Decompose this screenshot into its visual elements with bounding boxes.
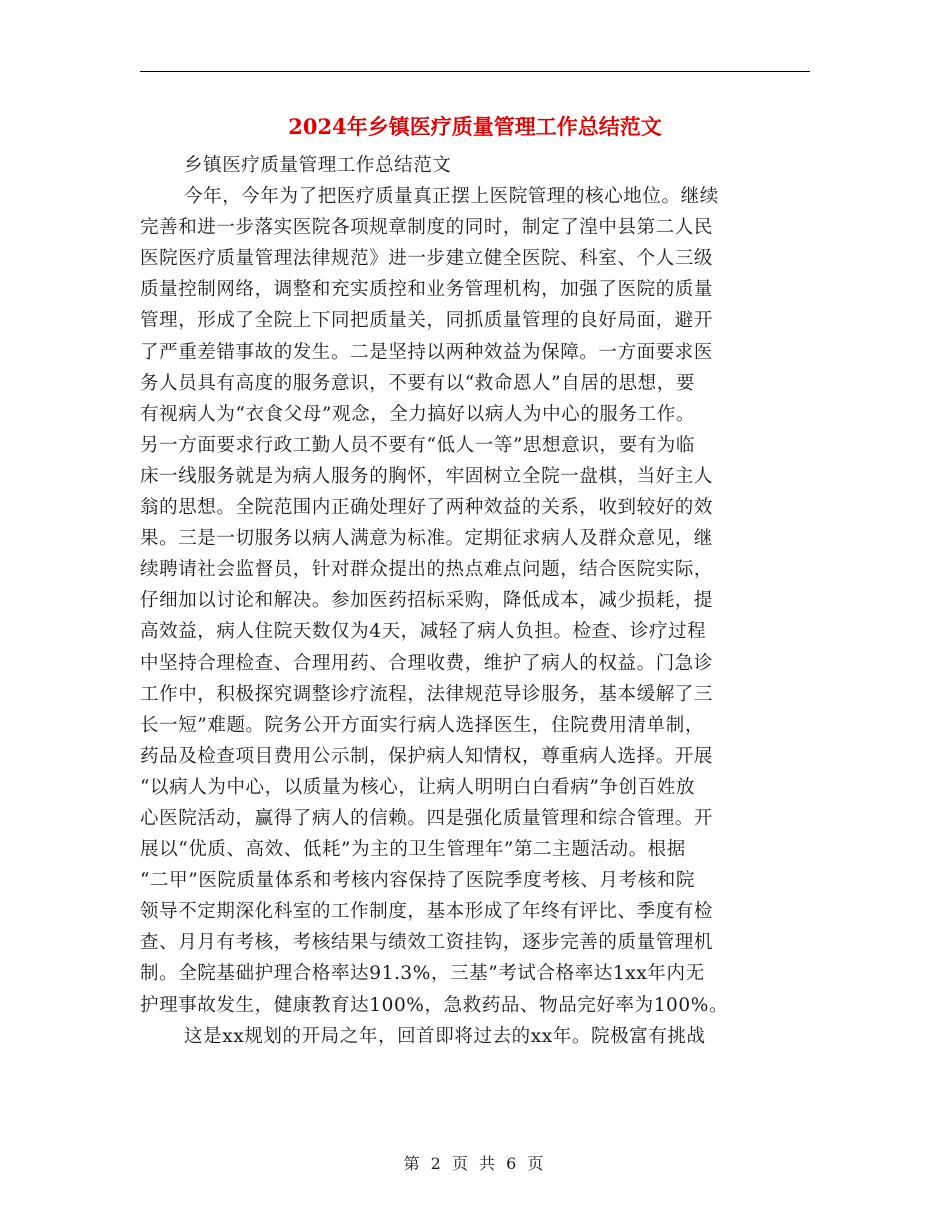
paragraph-line: 医院医疗质量管理法律规范》进一步建立健全医院、科室、个人三级 — [140, 248, 714, 270]
paragraph-line: 长一短”难题。院务公开方面实行病人选择医生，住院费用清单制， — [140, 714, 704, 736]
paragraph-line: 管理，形成了全院上下同把质量关，同抓质量管理的良好局面，避开 — [140, 310, 714, 332]
paragraph-line: 药品及检查项目费用公示制，保护病人知情权，尊重病人选择。开展 — [140, 745, 714, 767]
paragraph-line: 制。全院基础护理合格率达91.3%，三基”考试合格率达1xx年内无 — [140, 963, 705, 985]
paragraph-line: 高效益，病人住院天数仅为4天，减轻了病人负担。检查、诊疗过程 — [140, 621, 707, 643]
subtitle-line: 乡镇医疗质量管理工作总结范文 — [184, 155, 452, 176]
paragraph-line: 务人员具有高度的服务意识，不要有以“救命恩人”自居的思想，要 — [140, 372, 695, 394]
paragraph-line: “以病人为中心，以质量为核心，让病人明明白白看病”争创百姓放 — [140, 776, 695, 798]
document-body — [140, 150, 800, 1052]
paragraph-line: 展以“优质、高效、低耗”为主的卫生管理年”第二主题活动。根据 — [140, 839, 686, 861]
paragraph-line: 续聘请社会监督员，针对群众提出的热点难点问题，结合医院实际， — [140, 559, 714, 581]
paragraph-line: 另一方面要求行政工勤人员不要有“低人一等”思想意识，要有为临 — [140, 434, 695, 456]
paragraph-line: 今年，今年为了把医疗质量真正摆上医院管理的核心地位。继续 — [184, 186, 719, 208]
paragraph-line: 工作中，积极探究调整诊疗流程，法律规范导诊服务，基本缓解了三 — [140, 683, 714, 705]
paragraph-line: 护理事故发生，健康教育达100%，急救药品、物品完好率为100%。 — [140, 994, 729, 1016]
paragraph-line: 果。三是一切服务以病人满意为标准。定期征求病人及群众意见，继 — [140, 528, 714, 550]
paragraph-line: 翁的思想。全院范围内正确处理好了两种效益的关系，收到较好的效 — [140, 497, 714, 519]
paragraph-line: 心医院活动，赢得了病人的信赖。四是强化质量管理和综合管理。开 — [140, 807, 714, 829]
paragraph-line: 完善和进一步落实医院各项规章制度的同时，制定了湟中县第二人民 — [140, 217, 714, 239]
paragraph-line: 了严重差错事故的发生。二是坚持以两种效益为保障。一方面要求医 — [140, 341, 714, 363]
paragraph-line: 中坚持合理检查、合理用药、合理收费，维护了病人的权益。门急诊 — [140, 652, 714, 674]
paragraph-line: 这是xx规划的开局之年，回首即将过去的xx年。院极富有挑战 — [184, 1025, 706, 1047]
paragraph-line: 质量控制网络，调整和充实质控和业务管理机构，加强了医院的质量 — [140, 279, 714, 301]
page-number-footer: 第 2 页 共 6 页 — [403, 1154, 547, 1173]
paragraph-line: “二甲”医院质量体系和考核内容保持了医院季度考核、月考核和院 — [140, 870, 695, 892]
document-title: 2024年乡镇医疗质量管理工作总结范文 — [288, 114, 662, 139]
paragraph-line: 有视病人为“衣食父母”观念，全力搞好以病人为中心的服务工作。 — [140, 403, 695, 425]
paragraph-line: 领导不定期深化科室的工作制度，基本形成了年终有评比、季度有检 — [140, 901, 714, 923]
header-rule — [140, 71, 810, 72]
paragraph-line: 查、月月有考核，考核结果与绩效工资挂钩，逐步完善的质量管理机 — [140, 932, 714, 954]
paragraph-line: 仔细加以讨论和解决。参加医药招标采购，降低成本，减少损耗，提 — [140, 590, 714, 612]
paragraph-line: 床一线服务就是为病人服务的胸怀，牢固树立全院一盘棋，当好主人 — [140, 465, 714, 487]
